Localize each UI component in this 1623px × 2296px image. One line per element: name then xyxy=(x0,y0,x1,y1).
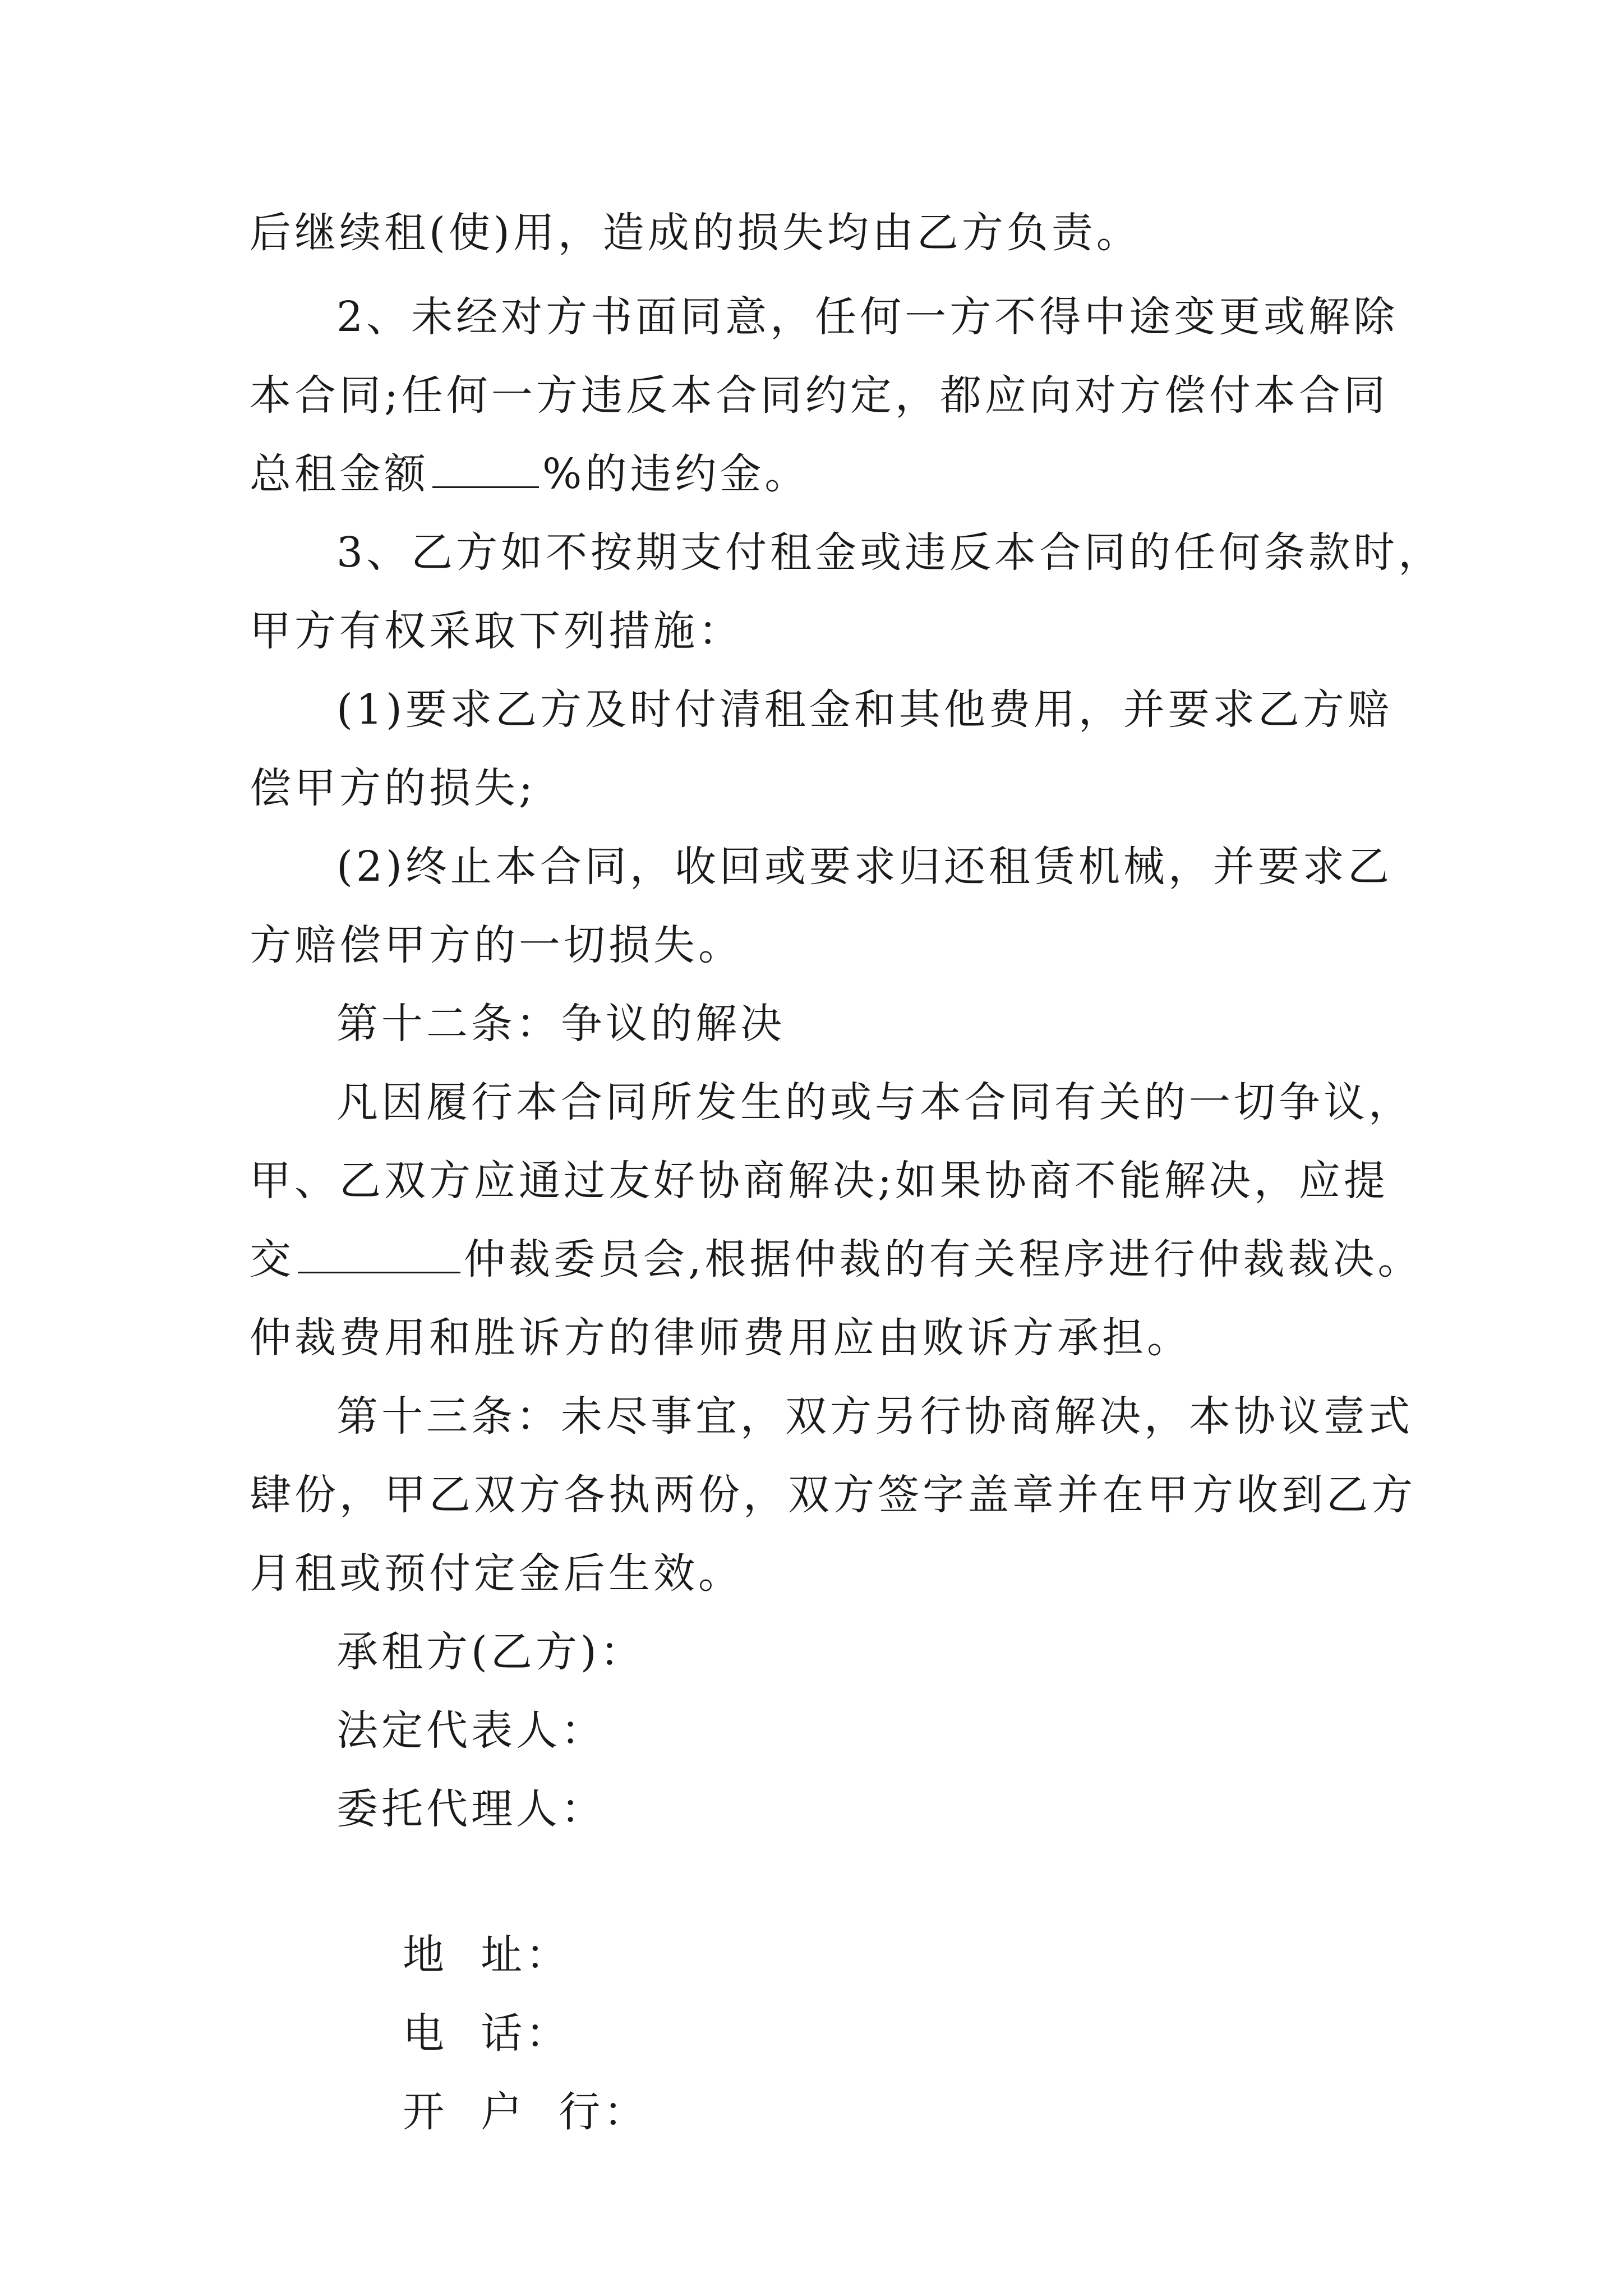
signature-field-address: 地 址： xyxy=(403,1931,571,1979)
text-line: 总租金额 %的违约金。 xyxy=(250,450,810,498)
signature-field-authorized-agent: 委托代理人： xyxy=(336,1785,606,1833)
text-line: 仲裁费用和胜诉方的律师费用应由败诉方承担。 xyxy=(250,1314,1192,1362)
text-line: 肆份，甲乙双方各执两份，双方签字盖章并在甲方收到乙方 xyxy=(250,1471,1416,1519)
text-line: 后继续租(使)用，造成的损失均由乙方负责。 xyxy=(250,209,1141,257)
signature-field-phone: 电 话： xyxy=(403,2009,571,2058)
text-line: (2)终止本合同，收回或要求归还租赁机械，并要求乙 xyxy=(336,843,1393,891)
text-line: (1)要求乙方及时付清租金和其他费用，并要求乙方赔 xyxy=(336,685,1393,734)
fill-in-blank xyxy=(298,1236,460,1273)
text-line: 本合同;任何一方违反本合同约定，都应向对方偿付本合同 xyxy=(250,371,1389,420)
text-line: 2、未经对方书面同意，任何一方不得中途变更或解除 xyxy=(336,293,1399,341)
text-line: 交 仲裁委员会,根据仲裁的有关程序进行仲裁裁决。 xyxy=(250,1235,1423,1283)
text-line: 偿甲方的损失; xyxy=(250,764,536,812)
section-heading: 第十二条：争议的解决 xyxy=(336,1000,785,1048)
text-line: 甲方有权采取下列措施： xyxy=(250,607,743,655)
signature-field-legal-representative: 法定代表人： xyxy=(336,1706,606,1755)
text-line: 凡因履行本合同所发生的或与本合同有关的一切争议， xyxy=(336,1078,1413,1126)
text-line: 甲、乙双方应通过友好协商解决;如果协商不能解决，应提 xyxy=(250,1157,1389,1205)
signature-field-bank: 开 户 行： xyxy=(403,2088,649,2136)
fill-in-blank xyxy=(432,450,539,488)
text-line: 方赔偿甲方的一切损失。 xyxy=(250,921,743,969)
text-line: 第十三条：未尽事宜，双方另行协商解决，本协议壹式 xyxy=(336,1392,1413,1441)
signature-field-lessee: 承租方(乙方)： xyxy=(336,1628,645,1676)
text-line: 月租或预付定金后生效。 xyxy=(250,1549,743,1598)
text-line: 3、乙方如不按期支付租金或违反本合同的任何条款时， xyxy=(336,528,1444,577)
